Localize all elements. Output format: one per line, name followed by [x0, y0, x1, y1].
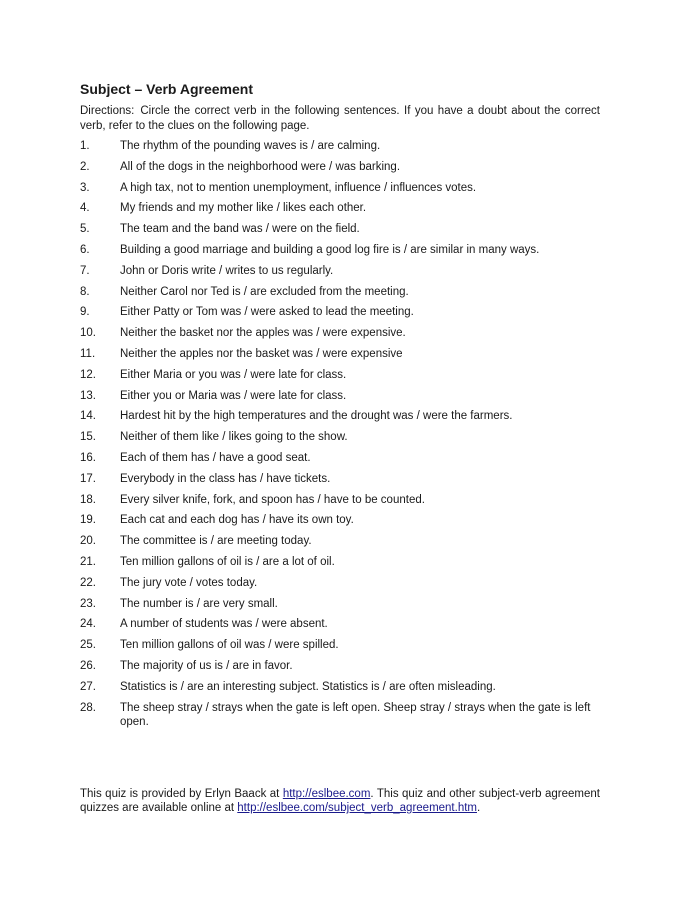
question-item [80, 659, 600, 680]
question-number: 12. [80, 368, 96, 381]
question-number: 15. [80, 431, 96, 444]
question-text: Ten million gallons of oil is / are a lot of oil. [120, 555, 335, 568]
subject-verb-quizzes-link[interactable]: http://eslbee.com/subject_verb_agreement.htm [237, 802, 477, 814]
question-number: 24. [80, 618, 96, 631]
question-item [80, 513, 600, 534]
question-number: 28. [80, 701, 96, 714]
footer-text-2: . This quiz and other subject-verb agreement quizzes are available online at [80, 787, 600, 814]
question-number: 16. [80, 451, 96, 464]
question-item [80, 368, 600, 389]
question-text: Every silver knife, fork, and spoon has / have to be counted. [120, 493, 425, 506]
question-text: Statistics is / are an interesting subject. Statistics is / are often misleading. [120, 680, 496, 693]
question-text: Neither of them like / likes going to the show. [120, 431, 348, 444]
question-text: The committee is / are meeting today. [120, 535, 312, 548]
question-number: 25. [80, 639, 96, 652]
question-item [80, 576, 600, 597]
question-number: 27. [80, 680, 96, 693]
question-number: 4. [80, 202, 90, 215]
question-number: 3. [80, 181, 90, 194]
question-item [80, 451, 600, 472]
question-item [80, 680, 600, 701]
question-item [80, 264, 600, 285]
question-text: The majority of us is / are in favor. [120, 659, 293, 672]
question-text: Ten million gallons of oil was / were spilled. [120, 639, 339, 652]
footer-text-1: This quiz is provided by Erlyn Baack at [80, 787, 283, 800]
question-text: The team and the band was / were on the field. [120, 223, 360, 236]
question-item [80, 305, 600, 326]
question-text: Each cat and each dog has / have its own toy. [120, 514, 354, 527]
eslbee-link[interactable]: http://eslbee.com [282, 787, 371, 800]
question-text: John or Doris write / writes to us regularly. [120, 264, 334, 277]
page-title: Subject – Verb Agreement [80, 81, 253, 97]
question-item [80, 409, 600, 430]
question-item [80, 597, 600, 618]
question-item [80, 430, 600, 451]
question-number: 1. [80, 140, 90, 152]
question-text: Neither the apples nor the basket was / were expensive [120, 347, 403, 360]
question-item [80, 160, 600, 181]
question-item [80, 222, 600, 243]
question-text: The jury vote / votes today. [120, 576, 258, 589]
question-number: 10. [80, 327, 96, 340]
directions [80, 104, 600, 133]
question-item [80, 555, 600, 576]
question-number: 11. [80, 347, 96, 360]
question-item [80, 617, 600, 638]
footer-text-3: . [477, 802, 481, 814]
question-item [80, 139, 600, 160]
question-item [80, 285, 600, 306]
question-text: Hardest hit by the high temperatures and the drought was / were the farmers. [120, 410, 513, 423]
question-item [80, 534, 600, 555]
question-number: 17. [80, 472, 96, 485]
question-text: Either Maria or you was / were late for class. [120, 368, 347, 381]
question-text: My friends and my mother like / likes each other. [120, 202, 367, 215]
directions-label: Directions: [80, 105, 135, 117]
question-text: All of the dogs in the neighborhood were / was barking. [120, 160, 401, 173]
question-number: 6. [80, 243, 90, 256]
question-number: 2. [80, 160, 90, 173]
question-text: The sheep stray / strays when the gate is left open. Sheep stray / strays when the gate is left open. [120, 701, 591, 729]
question-text: Everybody in the class has / have tickets. [120, 472, 331, 485]
question-number: 5. [80, 223, 90, 236]
question-number: 9. [80, 306, 90, 319]
question-item [80, 181, 600, 202]
question-number: 20. [80, 535, 96, 548]
question-number: 19. [80, 514, 96, 527]
question-number: 23. [80, 597, 96, 610]
question-number: 22. [80, 576, 96, 589]
question-text: A high tax, not to mention unemployment, influence / influences votes. [120, 181, 477, 194]
question-number: 13. [80, 389, 96, 402]
question-number: 21. [80, 555, 96, 568]
question-list [80, 139, 600, 730]
question-number: 26. [80, 659, 96, 672]
question-item [80, 243, 600, 264]
question-number: 14. [80, 410, 96, 423]
question-item [80, 472, 600, 493]
directions-text: Circle the correct verb in the following sentences. If you have a doubt about the correct verb, refer to the clues on the following page. [80, 105, 600, 132]
question-text: Either you or Maria was / were late for class. [120, 389, 347, 402]
question-item [80, 326, 600, 347]
question-item [80, 389, 600, 410]
question-text: The number is / are very small. [120, 597, 278, 610]
footer-note [80, 787, 600, 816]
question-text: A number of students was / were absent. [120, 618, 328, 631]
question-item [80, 201, 600, 222]
question-text: Each of them has / have a good seat. [120, 451, 311, 464]
question-number: 7. [80, 264, 90, 277]
question-item [80, 347, 600, 368]
question-text: Neither the basket nor the apples was / were expensive. [120, 327, 406, 340]
question-text: Either Patty or Tom was / were asked to lead the meeting. [120, 306, 414, 319]
question-text: The rhythm of the pounding waves is / are calming. [120, 140, 381, 152]
question-number: 8. [80, 285, 90, 298]
question-text: Neither Carol nor Ted is / are excluded from the meeting. [120, 285, 409, 298]
question-item [80, 493, 600, 514]
question-item [80, 701, 600, 730]
question-item [80, 638, 600, 659]
question-number: 18. [80, 493, 96, 506]
question-text: Building a good marriage and building a good log fire is / are similar in many ways. [120, 243, 540, 256]
